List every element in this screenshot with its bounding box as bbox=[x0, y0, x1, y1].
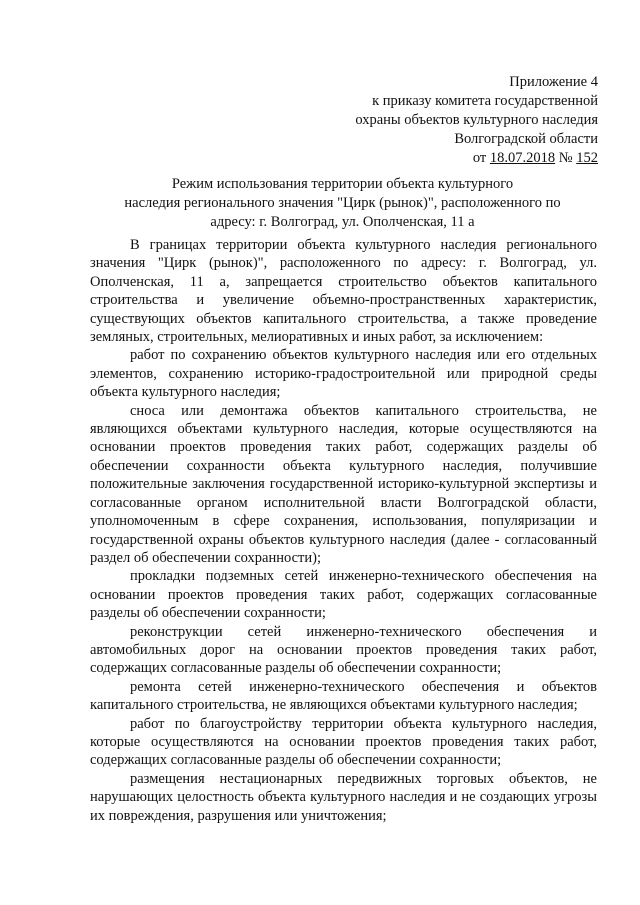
order-number: 152 bbox=[576, 150, 598, 166]
appendix-order-line: к приказу комитета государственной bbox=[372, 93, 598, 109]
document-body bbox=[90, 236, 597, 825]
appendix-header bbox=[355, 73, 598, 168]
paragraph-underground-networks: прокладки подземных сетей инженерно-технического обеспечения на основании проектов проведения таких работ, содержащих согласованные разделы об обеспечении сохранности; bbox=[90, 568, 597, 622]
title-line-3: адресу: г. Волгоград, ул. Ополченская, 11 а bbox=[210, 214, 475, 230]
appendix-date-line bbox=[355, 149, 598, 168]
document-title bbox=[90, 175, 595, 232]
paragraph-intro: В границах территории объекта культурного наследия регионального значения "Цирк (рынок)", расположенного по адресу: г. Волгоград, ул. Ополченская, 11 а, запрещается строительство объектов капитального строительства и увеличение объемно-пространственных характеристик, существующих объектов капитального строительства, а также проведение земляных, строительных, мелиоративных и иных работ, за исключением: bbox=[90, 237, 597, 346]
paragraph-preservation-works: работ по сохранению объектов культурного наследия или его отдельных элементов, сохранению историко-градостроительной или природной среды объекта культурного наследия; bbox=[90, 347, 597, 401]
paragraph-trade-objects: размещения нестационарных передвижных торговых объектов, не нарушающих целостность объекта культурного наследия и не создающих угрозы их повреждения, разрушения или уничтожения; bbox=[90, 770, 597, 824]
order-date: 18.07.2018 bbox=[489, 150, 556, 166]
paragraph-repair: ремонта сетей инженерно-технического обеспечения и объектов капитального строительства, не являющихся объектами культурного наследия; bbox=[90, 678, 597, 714]
appendix-number: Приложение 4 bbox=[509, 74, 598, 90]
number-sign: № bbox=[558, 150, 573, 166]
from-label: от bbox=[472, 150, 487, 166]
paragraph-landscaping: работ по благоустройству территории объекта культурного наследия, которые осуществляются на основании проектов проведения таких работ, содержащих согласованные разделы об обеспечении сохранности; bbox=[90, 715, 597, 769]
title-line-1: Режим использования территории объекта культурного bbox=[171, 176, 514, 192]
appendix-committee-line: охраны объектов культурного наследия bbox=[355, 112, 598, 128]
paragraph-demolition: сноса или демонтажа объектов капитального строительства, не являющихся объектами культурного наследия, которые осуществляются на основании проектов проведения таких работ, содержащих разделы об обеспечении сохранности объекта культурного наследия, получившие положительные заключения государственной историко-культурной экспертизы и согласованные органом исполнительной власти Волгоградской области, уполномоченным в сфере сохранения, использования, популяризации и государственной охраны объектов культурного наследия (далее - согласованный раздел об обеспечении сохранности); bbox=[90, 402, 597, 566]
appendix-region-line: Волгоградской области bbox=[454, 131, 598, 147]
paragraph-reconstruction: реконструкции сетей инженерно-технического обеспечения и автомобильных дорог на основании проектов проведения таких работ, содержащих согласованные разделы об обеспечении сохранности; bbox=[90, 623, 597, 677]
title-line-2: наследия регионального значения "Цирк (рынок)", расположенного по bbox=[124, 195, 561, 211]
